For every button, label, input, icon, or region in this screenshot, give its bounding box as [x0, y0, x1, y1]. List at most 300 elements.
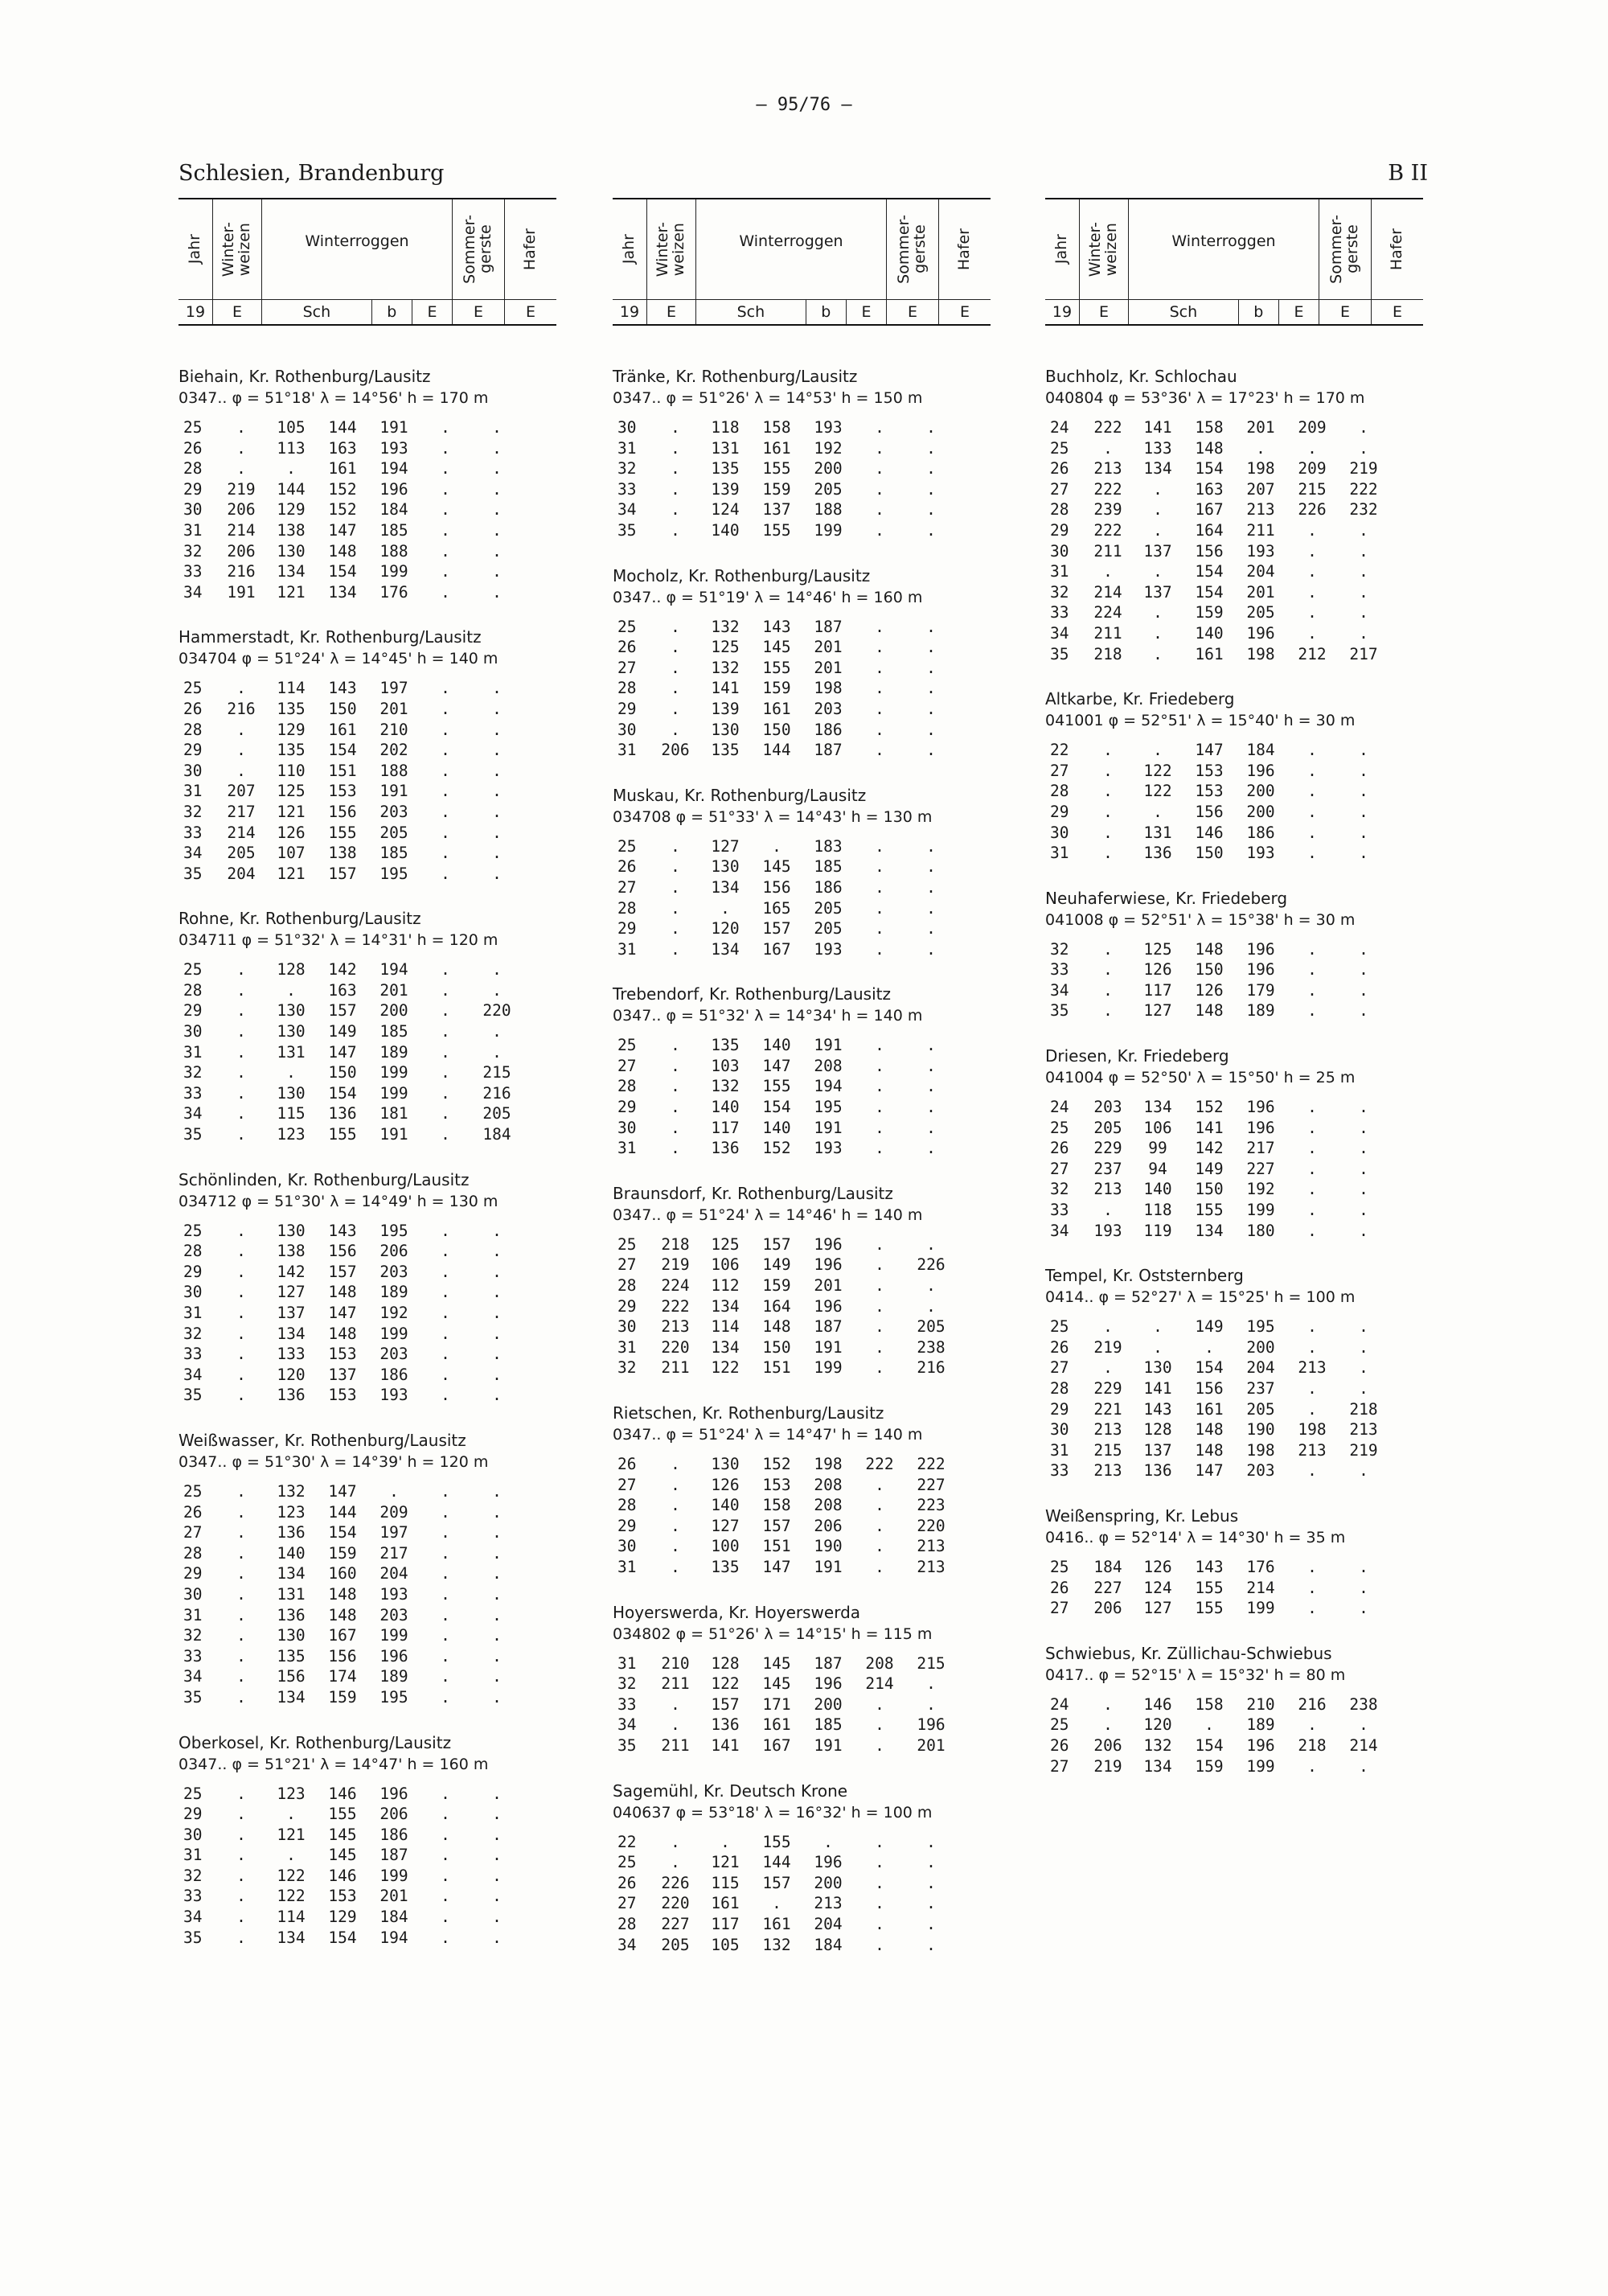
cell-value: 156 [328, 1242, 357, 1261]
cell-value: . [492, 1543, 502, 1563]
cell-value: 140 [711, 1496, 740, 1515]
cell-value: . [236, 1846, 246, 1865]
table-row [178, 479, 556, 500]
cell-value: . [441, 1042, 450, 1062]
cell-value: 25 [183, 1784, 203, 1803]
cell-value: 213 [1246, 500, 1275, 520]
table-row [178, 1907, 556, 1928]
cell-value: 153 [762, 1475, 791, 1494]
cell-value: 144 [328, 1502, 357, 1522]
cell-value: 134 [711, 877, 740, 897]
cell-value: . [441, 782, 450, 801]
cell-value: 33 [183, 1887, 203, 1906]
cell-value: 216 [1298, 1694, 1327, 1714]
cell-value: 164 [1195, 520, 1224, 540]
cell-value: 199 [379, 562, 408, 581]
cell-value: 160 [328, 1564, 357, 1583]
cell-value: 140 [711, 1098, 740, 1117]
cell-value: . [441, 761, 450, 780]
cell-value: 214 [227, 520, 256, 540]
cell-value: 147 [328, 520, 357, 540]
cell-value: 133 [1143, 438, 1172, 458]
cell-value: . [926, 679, 936, 698]
cell-value: . [926, 741, 936, 760]
cell-value: 34 [1050, 1221, 1069, 1240]
cell-value: . [671, 898, 680, 918]
station-name: Hammerstadt, Kr. Rothenburg/Lausitz [178, 627, 482, 647]
cell-value: . [1307, 844, 1317, 863]
station-coordinates: 034802 φ = 51°26' λ = 14°15' h = 115 m [613, 1624, 933, 1643]
cell-value: . [1307, 603, 1317, 622]
cell-value: 205 [1093, 1118, 1122, 1137]
cell-value: 136 [277, 1523, 306, 1542]
cell-value: . [671, 617, 680, 636]
header-unit: b [806, 300, 846, 326]
cell-value: 201 [379, 1887, 408, 1906]
cell-value: . [875, 919, 884, 939]
cell-value: 27 [1050, 1599, 1069, 1618]
cell-value: 142 [277, 1262, 306, 1281]
cell-value: . [875, 836, 884, 856]
cell-value: 131 [711, 438, 740, 458]
cell-value: 32 [183, 1324, 203, 1343]
cell-value: 159 [1195, 603, 1224, 622]
cell-value: 191 [814, 1036, 843, 1055]
cell-value: . [1307, 582, 1317, 602]
cell-value: . [492, 1866, 502, 1885]
cell-value: . [926, 1098, 936, 1117]
header-unit: b [371, 300, 412, 326]
cell-value: 132 [1143, 1735, 1172, 1755]
cell-value: . [492, 1887, 502, 1906]
cell-value: 222 [1093, 479, 1122, 499]
cell-value: . [1359, 844, 1368, 863]
cell-value: 157 [711, 1694, 740, 1714]
cell-value: . [1103, 823, 1113, 842]
table-row [613, 1674, 991, 1694]
cell-value: . [236, 1805, 246, 1824]
cell-value: 215 [917, 1653, 946, 1673]
cell-value: . [875, 1935, 884, 1954]
cell-value: 32 [183, 1063, 203, 1082]
cell-value: . [1359, 802, 1368, 821]
cell-value: 125 [711, 638, 740, 657]
cell-value: . [286, 1846, 296, 1865]
cell-value: 229 [1093, 1139, 1122, 1158]
table-row [178, 843, 556, 864]
table-row [178, 561, 556, 582]
cell-value: 153 [328, 1386, 357, 1405]
cell-value: 206 [1093, 1599, 1122, 1618]
cell-value: . [236, 1083, 246, 1103]
cell-value: 193 [379, 1584, 408, 1604]
table-row [1045, 1179, 1423, 1200]
cell-value: 118 [1143, 1201, 1172, 1220]
cell-value: 206 [814, 1516, 843, 1535]
cell-value: . [671, 658, 680, 677]
cell-value: 189 [379, 1283, 408, 1302]
cell-value: 201 [1246, 418, 1275, 437]
cell-value: 179 [1246, 980, 1275, 1000]
cell-value: . [875, 418, 884, 437]
table-row [178, 1124, 556, 1145]
cell-value: 123 [277, 1502, 306, 1522]
header-hafer: Hafer [521, 228, 539, 271]
cell-value: . [1307, 823, 1317, 842]
cell-value: . [671, 836, 680, 856]
cell-value: 197 [379, 679, 408, 698]
table-row [178, 802, 556, 823]
cell-value: . [926, 857, 936, 877]
cell-value: 213 [1093, 1461, 1122, 1481]
cell-value: 155 [762, 658, 791, 677]
cell-value: 22 [1050, 741, 1069, 760]
table-row [613, 877, 991, 898]
cell-value: . [926, 520, 936, 540]
cell-value: 213 [917, 1557, 946, 1576]
cell-value: 198 [1298, 1420, 1327, 1440]
table-row [613, 1536, 991, 1557]
cell-value: . [875, 1715, 884, 1735]
cell-value: 26 [617, 1455, 637, 1473]
cell-value: 134 [711, 1296, 740, 1316]
cell-value: 131 [1143, 823, 1172, 842]
cell-value: 187 [814, 617, 843, 636]
cell-value: 30 [183, 500, 203, 520]
cell-value: 35 [617, 520, 637, 540]
cell-value: 186 [1246, 823, 1275, 842]
cell-value: 143 [328, 679, 357, 698]
cell-value: 151 [328, 761, 357, 780]
cell-value: . [926, 1694, 936, 1714]
cell-value: 130 [277, 1221, 306, 1240]
cell-value: . [441, 1283, 450, 1302]
cell-value: 149 [328, 1022, 357, 1041]
cell-value: . [671, 919, 680, 939]
cell-value: . [875, 1234, 884, 1254]
cell-value: . [441, 1805, 450, 1824]
cell-value: . [1103, 960, 1113, 980]
cell-value: 227 [1093, 1578, 1122, 1597]
cell-value: 154 [328, 1928, 357, 1947]
table-row [613, 1516, 991, 1537]
cell-value: . [441, 1564, 450, 1583]
table-row [613, 1475, 991, 1496]
cell-value: . [926, 500, 936, 520]
cell-value: . [1359, 1379, 1368, 1398]
cell-value: 149 [1195, 1159, 1224, 1178]
cell-value: . [1103, 939, 1113, 959]
cell-value: . [1359, 418, 1368, 437]
cell-value: . [441, 479, 450, 499]
station-name: Schönlinden, Kr. Rothenburg/Lausitz [178, 1169, 470, 1189]
cell-value: 126 [1195, 980, 1224, 1000]
header-winterweizen: Winter- weizen [1086, 221, 1120, 277]
cell-value: 134 [1143, 1756, 1172, 1776]
cell-value: 134 [1143, 459, 1172, 479]
cell-value: 232 [1349, 500, 1378, 520]
cell-value: 205 [814, 479, 843, 499]
cell-value: 148 [328, 1584, 357, 1604]
cell-value: 139 [711, 699, 740, 718]
station-name: Neuhaferwiese, Kr. Friedeberg [1045, 888, 1288, 908]
cell-value: . [236, 741, 246, 760]
cell-value: 196 [1246, 939, 1275, 959]
cell-value: . [492, 1502, 502, 1522]
cell-value: 134 [277, 1324, 306, 1343]
station-block [613, 1781, 991, 1956]
cell-value: . [875, 939, 884, 959]
cell-value: 143 [328, 1221, 357, 1240]
cell-value: 145 [328, 1846, 357, 1865]
cell-value: . [441, 980, 450, 1000]
cell-value: 146 [328, 1866, 357, 1885]
cell-value: 32 [183, 1626, 203, 1645]
cell-value: 34 [183, 1667, 203, 1686]
cell-value: . [236, 1022, 246, 1041]
cell-value: 205 [814, 919, 843, 939]
cell-value: 224 [1093, 603, 1122, 622]
table-row [178, 1584, 556, 1605]
cell-value: 227 [1246, 1159, 1275, 1178]
cell-value: 196 [379, 1646, 408, 1666]
cell-value: 128 [711, 1653, 740, 1673]
cell-value: 134 [277, 1564, 306, 1583]
cell-value: . [875, 1516, 884, 1535]
station-coordinates: 0414.. φ = 52°27' λ = 15°25' h = 100 m [1045, 1288, 1356, 1307]
cell-value: 31 [617, 939, 637, 959]
cell-value: 187 [814, 741, 843, 760]
cell-value: 211 [661, 1674, 690, 1694]
cell-value: 206 [227, 541, 256, 561]
column-3 [1045, 198, 1423, 1801]
cell-value: 191 [814, 1337, 843, 1357]
cell-value: . [875, 479, 884, 499]
cell-value: . [875, 658, 884, 677]
cell-value: 121 [277, 864, 306, 883]
cell-value: 193 [814, 939, 843, 959]
table-row [1045, 843, 1423, 864]
cell-value: 209 [1298, 418, 1327, 437]
cell-value: 147 [328, 1481, 357, 1501]
cell-value: 196 [814, 1853, 843, 1872]
column-header [178, 198, 556, 326]
cell-value: 28 [183, 980, 203, 1000]
station-coordinates: 040637 φ = 53°18' λ = 16°32' h = 100 m [613, 1803, 933, 1822]
cell-value: 199 [814, 520, 843, 540]
cell-value: 201 [814, 1276, 843, 1296]
cell-value: 31 [617, 1653, 637, 1673]
cell-value: 200 [814, 459, 843, 479]
table-row [613, 438, 991, 459]
cell-value: . [441, 1022, 450, 1041]
cell-value: . [236, 960, 246, 980]
header-sommergerste: Sommer- gerste [1327, 215, 1361, 284]
cell-value: 34 [617, 1935, 637, 1954]
header-unit: E [647, 300, 696, 326]
header-winterweizen: Winter- weizen [219, 221, 253, 277]
cell-value: 196 [814, 1674, 843, 1694]
cell-value: 148 [328, 541, 357, 561]
cell-value: 189 [1246, 1715, 1275, 1735]
cell-value: 26 [1050, 1337, 1069, 1357]
header-sommergerste: Sommer- gerste [461, 215, 494, 284]
cell-value: . [492, 1605, 502, 1624]
table-row [178, 1042, 556, 1063]
table-row [178, 1845, 556, 1866]
cell-value: . [236, 1605, 246, 1624]
cell-value: . [492, 1221, 502, 1240]
cell-value: . [875, 1077, 884, 1096]
cell-value: 136 [277, 1605, 306, 1624]
cell-value: 155 [762, 459, 791, 479]
cell-value: 29 [617, 1098, 637, 1117]
station-name: Trebendorf, Kr. Rothenburg/Lausitz [613, 984, 891, 1004]
cell-value: 216 [917, 1358, 946, 1378]
cell-value: 134 [1195, 1221, 1224, 1240]
station-coordinates: 034704 φ = 51°24' λ = 14°45' h = 140 m [178, 650, 498, 668]
header-winterroggen: Winterroggen [739, 232, 843, 250]
cell-value: . [671, 418, 680, 437]
cell-value: 134 [1143, 1098, 1172, 1117]
cell-value: . [492, 1042, 502, 1062]
cell-value: . [875, 1056, 884, 1075]
table-row [178, 781, 556, 802]
cell-value: . [441, 1846, 450, 1865]
cell-value: 33 [1050, 1201, 1069, 1220]
cell-value: . [236, 761, 246, 780]
cell-value: 158 [762, 1496, 791, 1515]
cell-value: . [875, 877, 884, 897]
cell-value: 127 [711, 836, 740, 856]
cell-value: 210 [379, 720, 408, 739]
cell-value: 213 [917, 1537, 946, 1556]
cell-value: 29 [617, 1296, 637, 1316]
cell-value: 190 [814, 1537, 843, 1556]
cell-value: 193 [1246, 844, 1275, 863]
cell-value: 198 [1246, 644, 1275, 663]
header-unit: 19 [1045, 300, 1080, 326]
cell-value: 140 [711, 520, 740, 540]
station-block [1045, 688, 1423, 864]
cell-value: 207 [1246, 479, 1275, 499]
cell-value: 196 [1246, 623, 1275, 643]
table-row [1045, 1756, 1423, 1777]
cell-value: 189 [379, 1667, 408, 1686]
cell-value: . [875, 1475, 884, 1494]
table-row [178, 1563, 556, 1584]
cell-value: . [1103, 741, 1113, 760]
cell-value: . [389, 1481, 399, 1501]
cell-value: 148 [328, 1605, 357, 1624]
cell-value: 161 [328, 459, 357, 479]
cell-value: 156 [328, 1646, 357, 1666]
cell-value: 214 [865, 1674, 894, 1694]
table-row [178, 1502, 556, 1523]
table-row [613, 1316, 991, 1337]
cell-value: 134 [328, 582, 357, 602]
cell-value: 35 [183, 1386, 203, 1405]
cell-value: 33 [1050, 960, 1069, 980]
header-winterroggen: Winterroggen [1171, 232, 1276, 250]
cell-value: 26 [617, 1873, 637, 1892]
header-unit: Sch [1129, 300, 1239, 326]
table-row [1045, 458, 1423, 479]
cell-value: 176 [1246, 1557, 1275, 1576]
table-row [1045, 1715, 1423, 1735]
cell-value: 216 [482, 1083, 511, 1103]
page-number: – 95/76 – [756, 95, 852, 115]
cell-value: . [671, 1475, 680, 1494]
cell-value: 211 [1246, 520, 1275, 540]
cell-value: 223 [917, 1496, 946, 1515]
cell-value: . [441, 1866, 450, 1885]
cell-value: 167 [762, 939, 791, 959]
cell-value: 28 [183, 1242, 203, 1261]
cell-value: 34 [617, 1715, 637, 1735]
cell-value: 144 [328, 418, 357, 437]
table-row [178, 699, 556, 720]
cell-value: 27 [1050, 1159, 1069, 1178]
station-block [1045, 1643, 1423, 1776]
cell-value: 130 [711, 857, 740, 877]
cell-value: 124 [1143, 1578, 1172, 1597]
cell-value: 155 [1195, 1201, 1224, 1220]
cell-value: . [441, 844, 450, 863]
cell-value: 30 [617, 1537, 637, 1556]
table-row [178, 959, 556, 980]
cell-value: . [236, 1262, 246, 1281]
cell-value: 132 [711, 617, 740, 636]
cell-value: . [236, 1564, 246, 1583]
cell-value: . [875, 1557, 884, 1576]
cell-value: 191 [814, 1557, 843, 1576]
cell-value: 137 [328, 1365, 357, 1384]
cell-value: . [926, 1832, 936, 1851]
cell-value: . [492, 823, 502, 842]
cell-value: . [926, 720, 936, 739]
cell-value: 191 [379, 782, 408, 801]
cell-value: 203 [379, 1262, 408, 1281]
cell-value: . [1359, 603, 1368, 622]
cell-value: 201 [917, 1735, 946, 1755]
table-row [178, 1784, 556, 1805]
cell-value: 208 [814, 1475, 843, 1494]
cell-value: 25 [1050, 1317, 1069, 1337]
station-block [613, 1403, 991, 1578]
cell-value: 130 [711, 720, 740, 739]
cell-value: 29 [183, 479, 203, 499]
cell-value: 136 [711, 1139, 740, 1158]
station-name: Weißenspring, Kr. Lebus [1045, 1505, 1239, 1526]
cell-value: . [926, 1935, 936, 1954]
cell-value: 126 [1143, 960, 1172, 980]
table-row [613, 1832, 991, 1853]
cell-value: 148 [762, 1317, 791, 1337]
cell-value: 159 [1195, 1756, 1224, 1776]
cell-value: . [236, 720, 246, 739]
station-coordinates: 0347.. φ = 51°30' λ = 14°39' h = 120 m [178, 1452, 489, 1471]
cell-value: 199 [814, 1358, 843, 1378]
cell-value: 135 [277, 699, 306, 718]
station-block [1045, 888, 1423, 1021]
region-title: Schlesien, Brandenburg [178, 161, 445, 186]
cell-value: 161 [711, 1894, 740, 1913]
table-row [613, 1715, 991, 1735]
cell-value: 203 [1093, 1098, 1122, 1117]
cell-value: . [926, 699, 936, 718]
cell-value: 138 [277, 1242, 306, 1261]
